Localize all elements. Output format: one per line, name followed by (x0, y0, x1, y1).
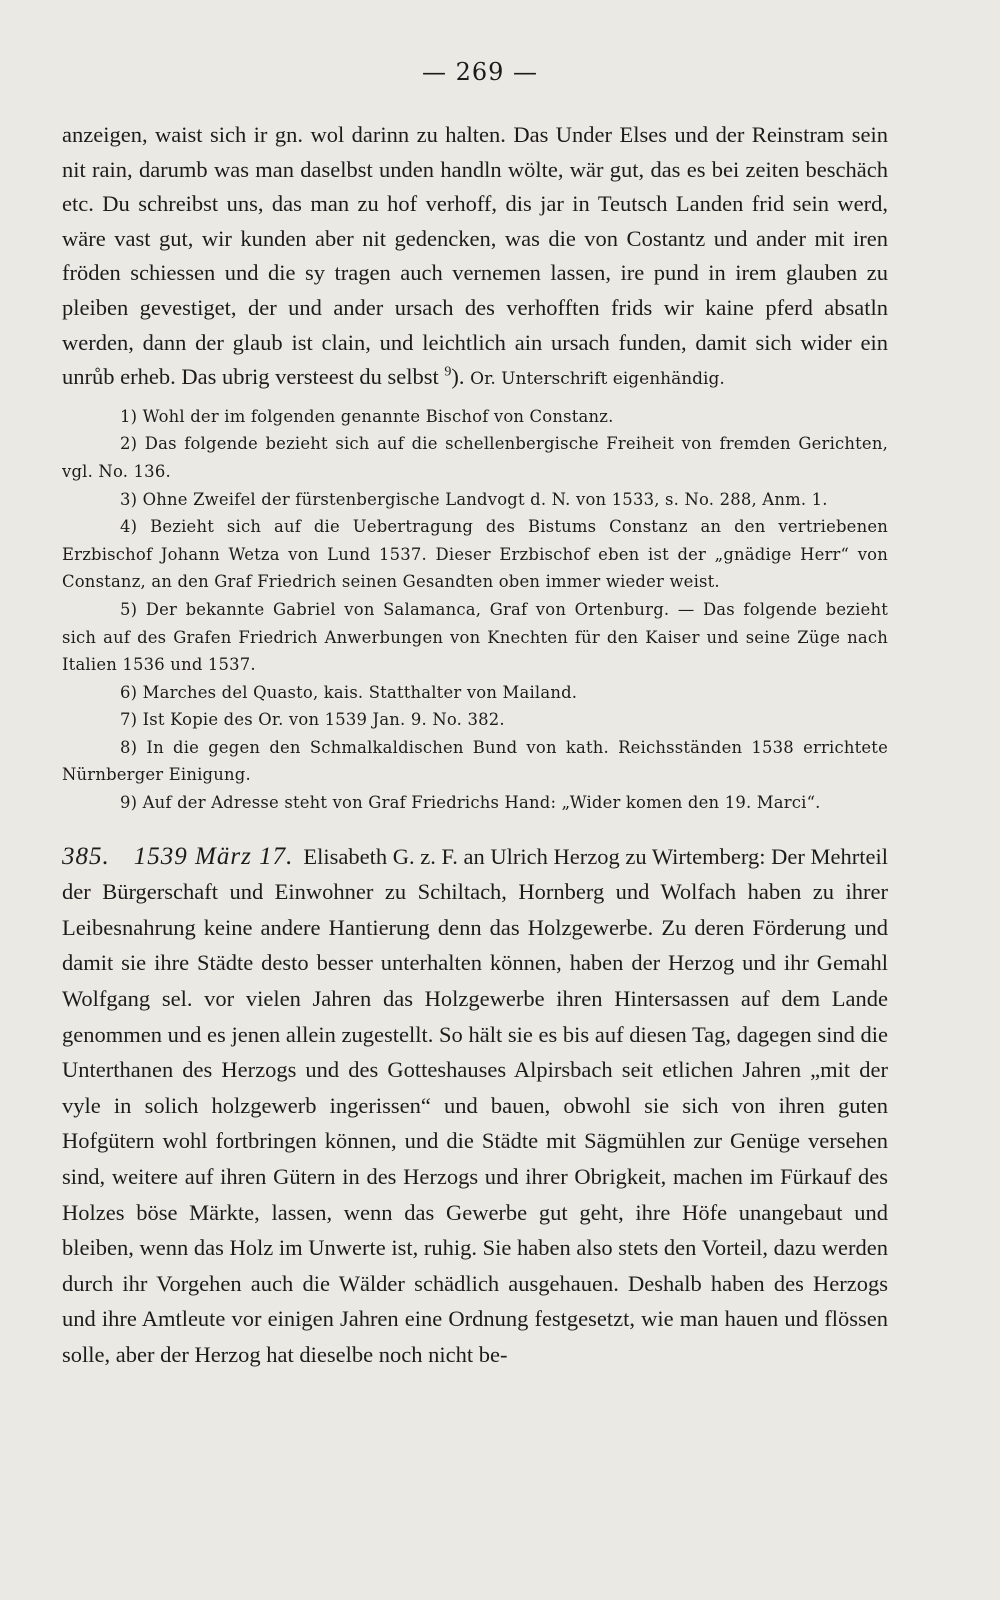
main-paragraph-text: anzeigen, waist sich ir gn. wol darinn zu halten. Das Under Elses und der Reinstram sein nit rain, darumb was man daselbst unden handln wölte, wär gut, das es bei zeiten beschäch etc. Du schreibst uns, das man zu hof verhoff, dis jar in Teutsch Landen frid sein werd, wäre vast gut, wir kunden aber nit gedencken, was die von Costantz und ander mit iren fröden schiessen und die sy tragen auch vernemen lassen, ire pund in irem glauben zu pleiben gevestiget, der und ander ursach des verhofften frids wir kaine pferd absatln werden, dann der glaub ist clain, und leichtlich ain ursach funden, damit sich wider ein unrůb erheb. Das ubrig versteest du selbst (62, 122, 888, 390)
entry-date: 1539 März 17. (133, 842, 294, 870)
footnote-4: 4) Bezieht sich auf die Uebertragung des Bistums Constanz an den vertriebenen Erzbischof Johann Wetza von Lund 1537. Dieser Erzbischof eben ist der „gnädige Herr“ von Constanz, an den Graf Friedrich seinen Gesandten oben immer wieder weist. (62, 517, 888, 592)
entry-number: 385. (62, 842, 110, 870)
page-content (62, 118, 888, 1373)
entry-text: Elisabeth G. z. F. an Ulrich Herzog zu Wirtemberg: Der Mehrteil der Bürgerschaft und Einwohner zu Schiltach, Hornberg und Wolfach haben zu ihrer Leibesnahrung keine andere Hantierung denn das Holzgewerbe. Zu deren Förderung und damit sie ihre Städte desto besser unterhalten können, haben der Herzog und ihr Gemahl Wolfgang sel. vor vielen Jahren das Holzgewerbe ihren Hintersassen auf dem Lande genommen und es jenen allein zugestellt. So hält sie es bis auf diesen Tag, dagegen sind die Unterthanen des Herzogs und des Gotteshauses Alpirsbach seit etlichen Jahren „mit der vyle in solich holzgewerb ingerissen“ und bauen, obwohl sie sich von ihren guten Hofgütern wohl fortbringen können, und die Städte mit Sägmühlen zur Genüge versehen sind, weitere auf ihren Gütern in des Herzogs und ihrer Obrigkeit, machen im Fürkauf des Holzes böse Märkte, lassen, wenn das Gewerbe gut geht, ihre Höfe unangebaut und bleiben, wenn das Holz im Unwerte ist, ruhig. Sie haben also stets den Vorteil, dazu werden durch ihr Vorgehen auch die Wälder schädlich ausgehauen. Deshalb haben des Herzogs und ihre Amtleute vor einigen Jahren eine Ordnung festgesetzt, wie man hauen und flössen solle, aber der Herzog hat dieselbe noch nicht be- (62, 843, 888, 1367)
footnote-6: 6) Marches del Quasto, kais. Statthalter von Mailand. (120, 682, 578, 702)
footnote-1: 1) Wohl der im folgenden genannte Bischof von Constanz. (120, 406, 614, 426)
footnote-8: 8) In die gegen den Schmalkaldischen Bund von kath. Reichsständen 1538 errichtete Nürnberger Einigung. (62, 737, 888, 785)
document-entry-385 (62, 839, 888, 1373)
signature-note: Or. Unterschrift eigenhändig. (470, 369, 725, 390)
footnotes-list (62, 403, 888, 817)
entry-paragraph (62, 839, 888, 1373)
page-number: — 269 — (421, 58, 539, 86)
footnote-9: 9) Auf der Adresse steht von Graf Friedrichs Hand: „Wider komen den 19. Marci“. (120, 793, 821, 813)
main-paragraph-tail: ). (451, 364, 465, 390)
footnote-3: 3) Ohne Zweifel der fürstenbergische Landvogt d. N. von 1533, s. No. 288, Anm. 1. (120, 489, 828, 509)
footnote-7: 7) Ist Kopie des Or. von 1539 Jan. 9. No. 382. (120, 710, 505, 730)
main-paragraph (62, 118, 888, 397)
footnote-5: 5) Der bekannte Gabriel von Salamanca, Graf von Ortenburg. — Das folgende bezieht sich auf des Grafen Friedrich Anwerbungen von Knechten für den Kaiser und seine Züge nach Italien 1536 und 1537. (62, 599, 888, 675)
footnote-2: 2) Das folgende bezieht sich auf die schellenbergische Freiheit von fremden Gerichten, vgl. No. 136. (62, 434, 888, 481)
footnote-ref-9: 9 (444, 364, 452, 380)
